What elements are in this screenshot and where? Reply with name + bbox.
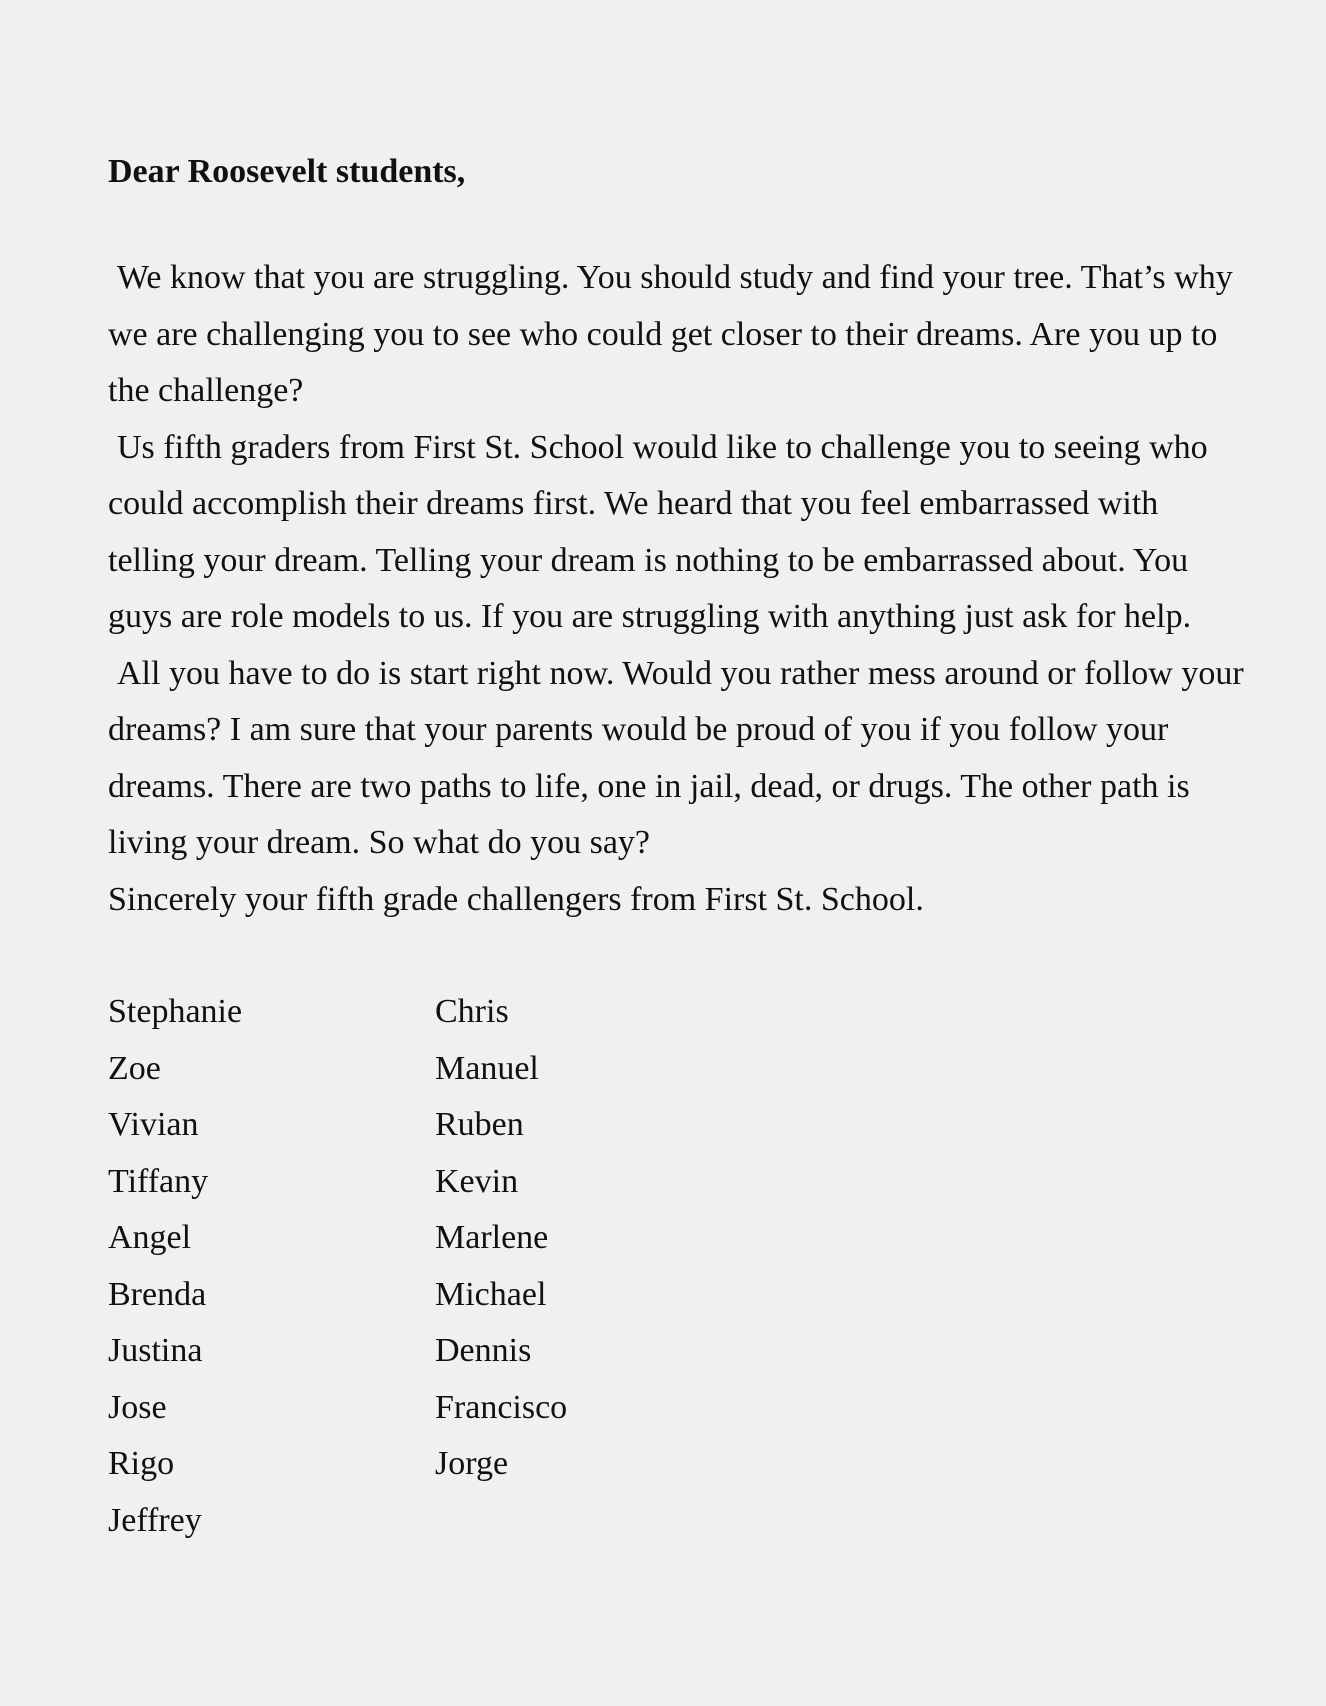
paragraph-2: Us fifth graders from First St. School would like to challenge you to seeing who could accomplish their dreams first. We heard that you feel embarrassed with telling your dream. Telling your dream is nothing to be embarrassed about. You guys are role models to us. If you are struggling with anything just ask for help. xyxy=(108,428,1208,635)
signature-name: Marlene xyxy=(435,1219,549,1256)
signature-column-left xyxy=(108,984,435,1549)
paragraph-1: We know that you are struggling. You should study and find your tree. That’s why we are challenging you to see who could get closer to their dreams. Are you up to the challenge? xyxy=(108,259,1233,409)
paragraph-3: All you have to do is start right now. Would you rather mess around or follow your dreams? I am sure that your parents would be proud of you if you follow your dreams. There are two paths to life, one in jail, dead, or drugs. The other path is living your dream. So what do you say? xyxy=(108,654,1244,861)
signature-name: Vivian xyxy=(108,1106,199,1143)
signature-name: Stephanie xyxy=(108,993,243,1030)
signature-name: Chris xyxy=(435,993,509,1030)
signature-name: Dennis xyxy=(435,1332,532,1369)
signature-name: Jorge xyxy=(435,1445,509,1482)
salutation: Dear Roosevelt students, xyxy=(108,153,466,190)
signature-name: Michael xyxy=(435,1275,547,1313)
signature-list xyxy=(108,984,1248,1549)
signature-name: Manuel xyxy=(435,1049,539,1087)
signature-name: Ruben xyxy=(435,1106,524,1143)
signature-name: Jeffrey xyxy=(108,1501,202,1539)
signature-name: Rigo xyxy=(108,1445,175,1482)
signature-name: Francisco xyxy=(435,1388,568,1426)
letter xyxy=(108,150,1248,1549)
signature-name: Zoe xyxy=(108,1049,161,1087)
signature-name: Jose xyxy=(108,1388,167,1426)
signature-name: Kevin xyxy=(435,1162,519,1200)
closing: Sincerely your fifth grade challengers from First St. School. xyxy=(108,880,924,918)
signature-name: Brenda xyxy=(108,1275,207,1313)
signature-name: Justina xyxy=(108,1332,203,1369)
signature-name: Angel xyxy=(108,1219,192,1256)
signature-column-right xyxy=(435,984,567,1549)
signature-name: Tiffany xyxy=(108,1162,209,1200)
